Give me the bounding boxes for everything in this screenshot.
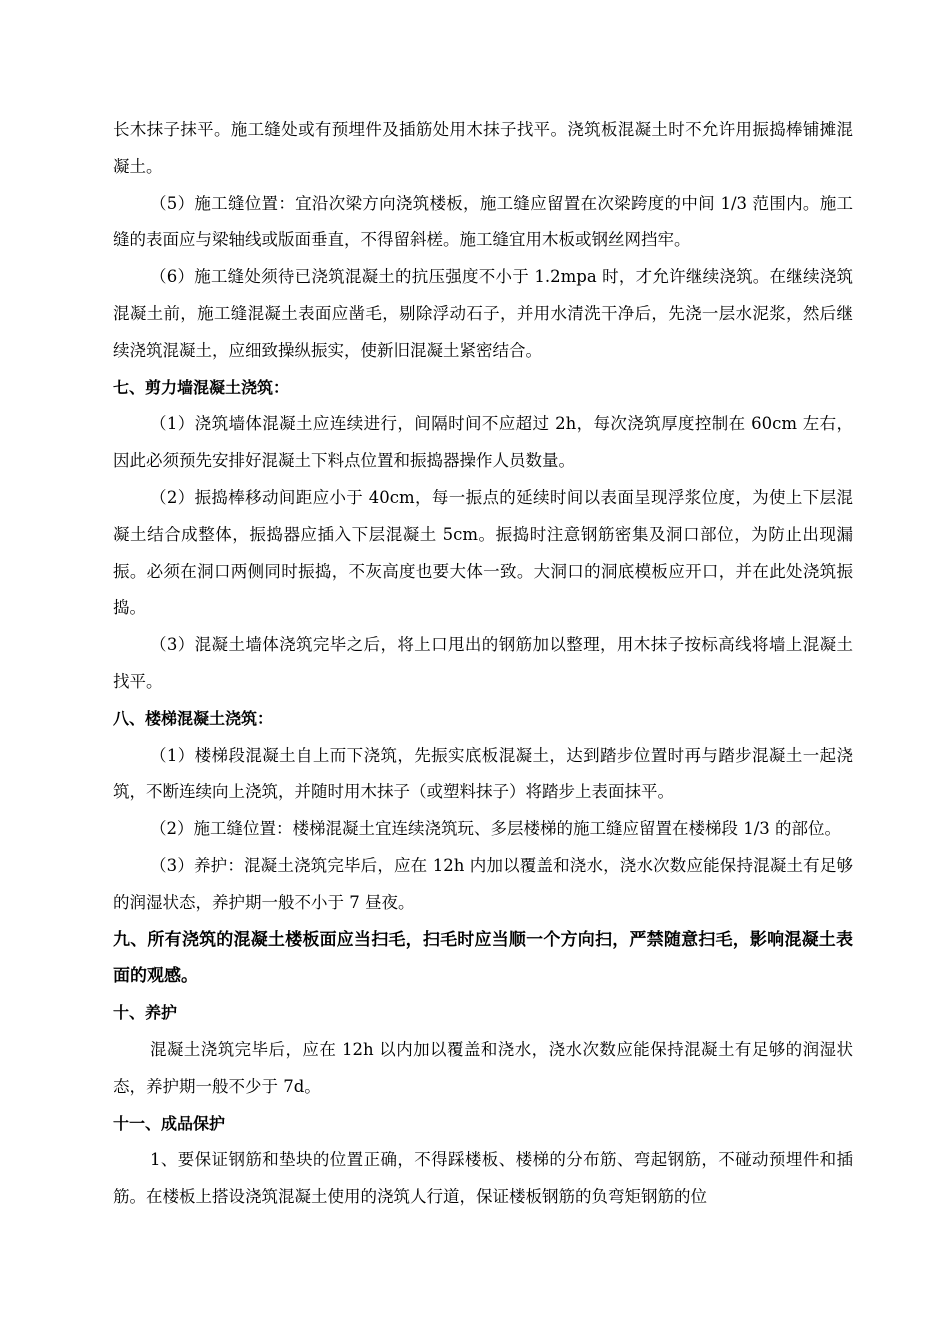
section-heading-curing: 十、养护 (113, 1003, 178, 1023)
paragraph-stairs-1: （1）楼梯段混凝土自上而下浇筑，先振实底板混凝土，达到踏步位置时再与踏步混凝土一起浇筑，不断连续向上浇筑，并随时用木抹子（或塑料抹子）将踏步上表面抹平。 (113, 745, 853, 802)
paragraph-stairs-3: （3）养护：混凝土浇筑完毕后，应在 12h 内加以覆盖和浇水，浇水次数应能保持混凝土有足够的润湿状态，养护期一般不小于 7 昼夜。 (113, 855, 853, 912)
paragraph-product-protection-1: 1、要保证钢筋和垫块的位置正确，不得踩楼板、楼梯的分布筋、弯起钢筋，不碰动预埋件和插筋。在楼板上搭设浇筑混凝土使用的浇筑人行道，保证楼板钢筋的负弯矩钢筋的位 (113, 1150, 853, 1207)
section-heading-product-protection: 十一、成品保护 (113, 1113, 226, 1133)
paragraph-shear-wall-2: （2）振捣棒移动间距应小于 40cm，每一振点的延续时间以表面呈现浮浆位度，为使上下层混凝土结合成整体，振捣器应插入下层混凝土 5cm。振捣时注意钢筋密集及洞口部位，为防止出现漏振。必须在洞口两侧同时振捣，不灰高度也要大体一致。大洞口的洞底模板应开口，并在此处浇筑振捣。 (113, 487, 853, 618)
paragraph-stairs-2: （2）施工缝位置：楼梯混凝土宜连续浇筑玩、多层楼梯的施工缝应留置在楼梯段 1/3 的部位。 (150, 819, 842, 839)
document-page (113, 112, 853, 1216)
paragraph-curing: 混凝土浇筑完毕后，应在 12h 以内加以覆盖和浇水，浇水次数应能保持混凝土有足够的润湿状态，养护期一般不少于 7d。 (113, 1039, 853, 1096)
section-heading-stairs: 八、楼梯混凝土浇筑： (113, 708, 274, 728)
paragraph-shear-wall-3: （3）混凝土墙体浇筑完毕之后，将上口甩出的钢筋加以整理，用木抹子按标高线将墙上混凝土找平。 (113, 635, 853, 691)
section-heading-shear-wall: 七、剪力墙混凝土浇筑： (113, 377, 290, 397)
paragraph-construction-joint-position: （5）施工缝位置：宜沿次梁方向浇筑楼板，施工缝应留置在次梁跨度的中间 1/3 范围内。施工缝的表面应与梁轴线或版面垂直，不得留斜槎。施工缝宜用木板或钢丝网挡牢。 (113, 193, 853, 250)
paragraph-shear-wall-1: （1）浇筑墙体混凝土应连续进行，间隔时间不应超过 2h，每次浇筑厚度控制在 60cm 左右，因此必须预先安排好混凝土下料点位置和振捣器操作人员数量。 (113, 414, 853, 471)
paragraph-continuation: 长木抹子抹平。施工缝处或有预埋件及插筋处用木抹子找平。浇筑板混凝土时不允许用振捣棒铺摊混凝土。 (113, 120, 853, 176)
paragraph-construction-joint-strength: （6）施工缝处须待已浇筑混凝土的抗压强度不小于 1.2mpa 时，才允许继续浇筑。在继续浇筑混凝土前，施工缝混凝土表面应凿毛，剔除浮动石子，并用水清洗干净后，先浇一层水泥浆，然后继续浇筑混凝土，应细致操纵振实，使新旧混凝土紧密结合。 (113, 267, 853, 360)
section-heading-floor-brushing: 九、所有浇筑的混凝土楼板面应当扫毛，扫毛时应当顺一个方向扫，严禁随意扫毛，影响混凝土表面的观感。 (113, 929, 853, 987)
